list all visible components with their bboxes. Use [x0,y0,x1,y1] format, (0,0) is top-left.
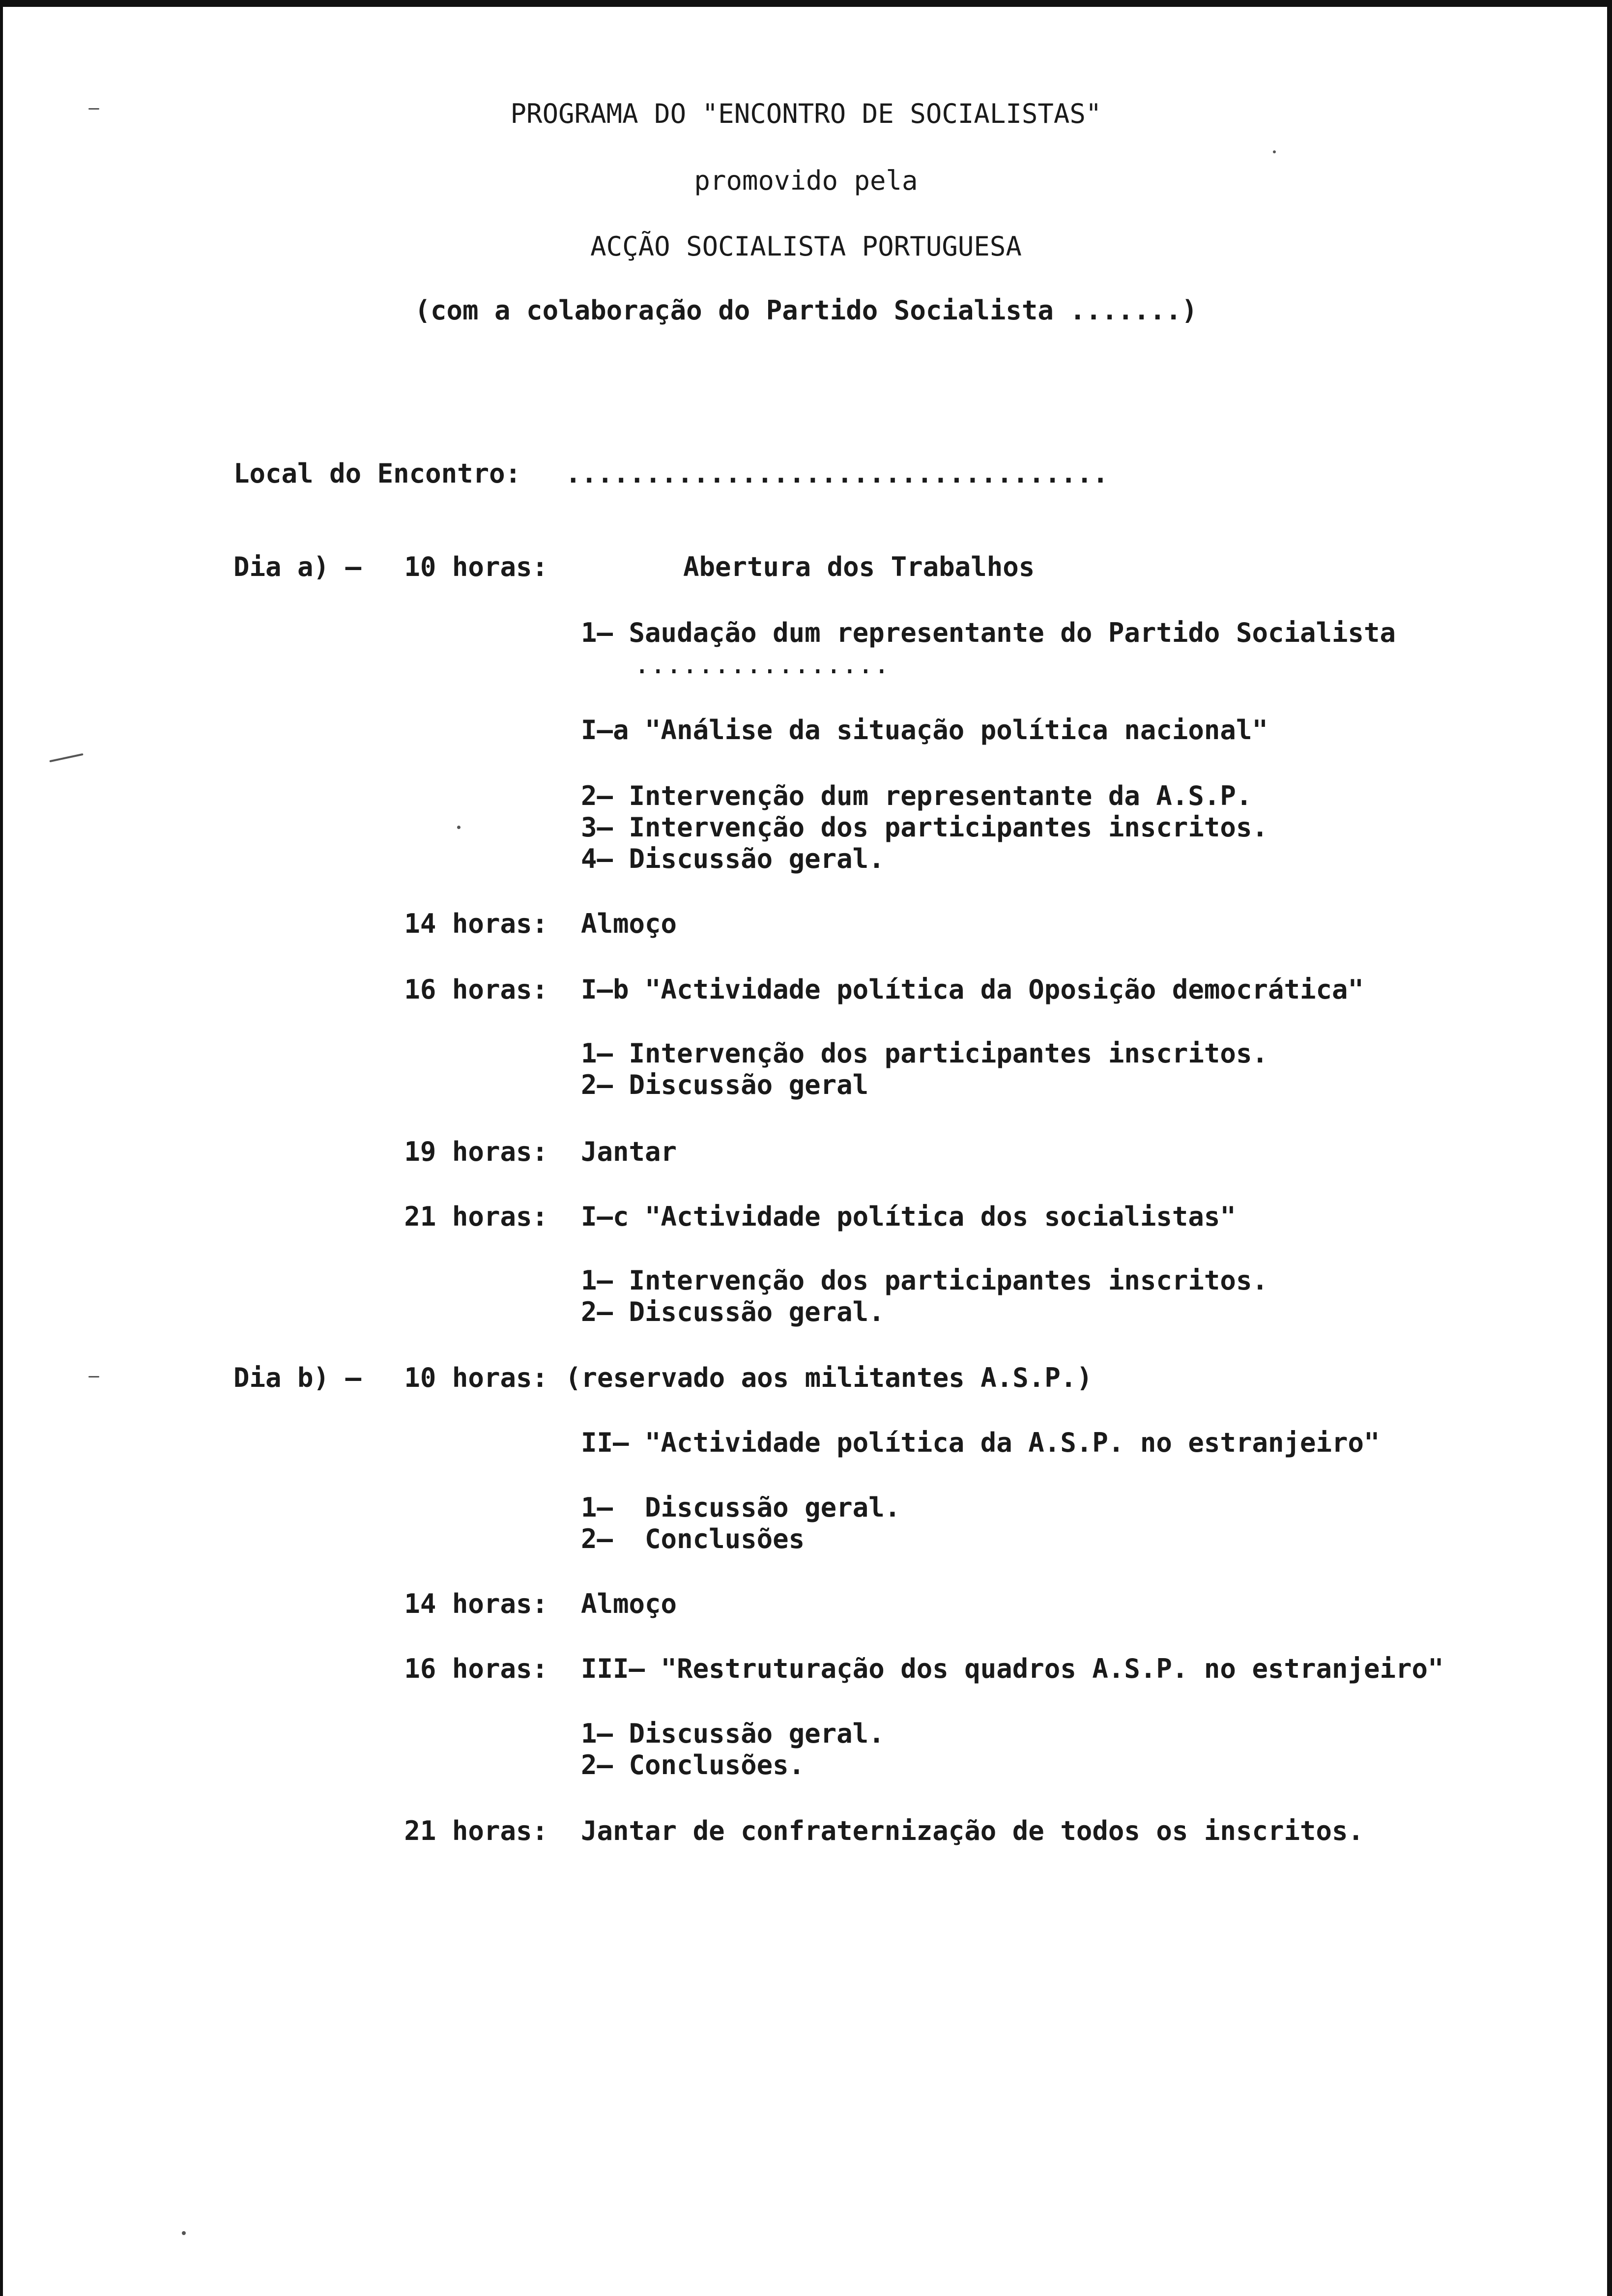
agenda-item: 3– Intervenção dos participantes inscritos. [581,812,1268,843]
scan-edge-top [0,0,1612,7]
agenda-item: 1– Discussão geral. [581,1718,885,1749]
day-a-session-4-title: Jantar [581,1136,677,1167]
agenda-item: 2– Conclusões [581,1523,805,1554]
agenda-item-dots: ................ [634,649,890,680]
location-value: .................................. [565,458,1109,489]
agenda-item: 2– Discussão geral. [581,1296,885,1327]
day-a-session-3-time: 16 horas: [404,974,548,1005]
day-a-session-2-time: 14 horas: [404,908,548,939]
scan-speck [182,2231,186,2235]
day-a-session-4-time: 19 horas: [404,1136,548,1167]
location-label: Local do Encontro: [233,458,521,489]
day-b-session-3-time: 16 horas: [404,1653,548,1684]
day-a-session-1-title: Abertura dos Trabalhos [683,551,1035,582]
scan-mark [88,1376,99,1378]
scan-edge-left [0,0,3,2296]
agenda-item: 2– Intervenção dum representante da A.S.P. [581,780,1252,811]
day-b-session-1-time: 10 horas: [404,1362,548,1393]
promoted-by-line: promovido pela [694,165,918,196]
day-b-session-2-title: Almoço [581,1588,677,1619]
day-a-session-1-time: 10 horas: [404,551,548,582]
day-b-session-4-time: 21 horas: [404,1815,548,1846]
agenda-item: 2– Conclusões. [581,1750,805,1780]
day-b-session-3-title: III– "Restruturação dos quadros A.S.P. no estranjeiro" [581,1653,1444,1684]
scan-speck [1273,150,1276,153]
day-b-session-2-time: 14 horas: [404,1588,548,1619]
day-a-session-5-title: I–c "Actividade política dos socialistas" [581,1201,1236,1232]
agenda-item: 4– Discussão geral. [581,843,885,874]
scan-mark [49,753,83,762]
day-a-label: Dia a) – [233,551,362,582]
day-b-session-1-note: (reservado aos militantes A.S.P.) [565,1362,1093,1393]
day-a-session-5-time: 21 horas: [404,1201,548,1232]
section-title: II– "Actividade política da A.S.P. no estranjeiro" [581,1427,1380,1458]
collaboration-line: (com a colaboração do Partido Socialista .......) [414,295,1198,326]
agenda-item: 1– Saudação dum representante do Partido Socialista [581,617,1396,648]
scan-speck [457,826,461,829]
day-a-session-3-title: I–b "Actividade política da Oposição democrática" [581,974,1364,1005]
agenda-item: 2– Discussão geral [581,1069,869,1100]
scan-edge-right [1607,0,1612,2296]
organization-name: ACÇÃO SOCIALISTA PORTUGUESA [590,231,1022,262]
day-a-session-2-title: Almoço [581,908,677,939]
section-title: I–a "Análise da situação política nacional" [581,715,1268,746]
agenda-item: 1– Intervenção dos participantes inscritos. [581,1265,1268,1296]
agenda-item: 1– Intervenção dos participantes inscritos. [581,1038,1268,1069]
day-b-label: Dia b) – [233,1362,362,1393]
day-b-session-4-title: Jantar de confraternização de todos os inscritos. [581,1815,1364,1846]
document-title: PROGRAMA DO "ENCONTRO DE SOCIALISTAS" [510,98,1102,129]
agenda-item: 1– Discussão geral. [581,1492,901,1523]
scan-mark [88,108,99,110]
